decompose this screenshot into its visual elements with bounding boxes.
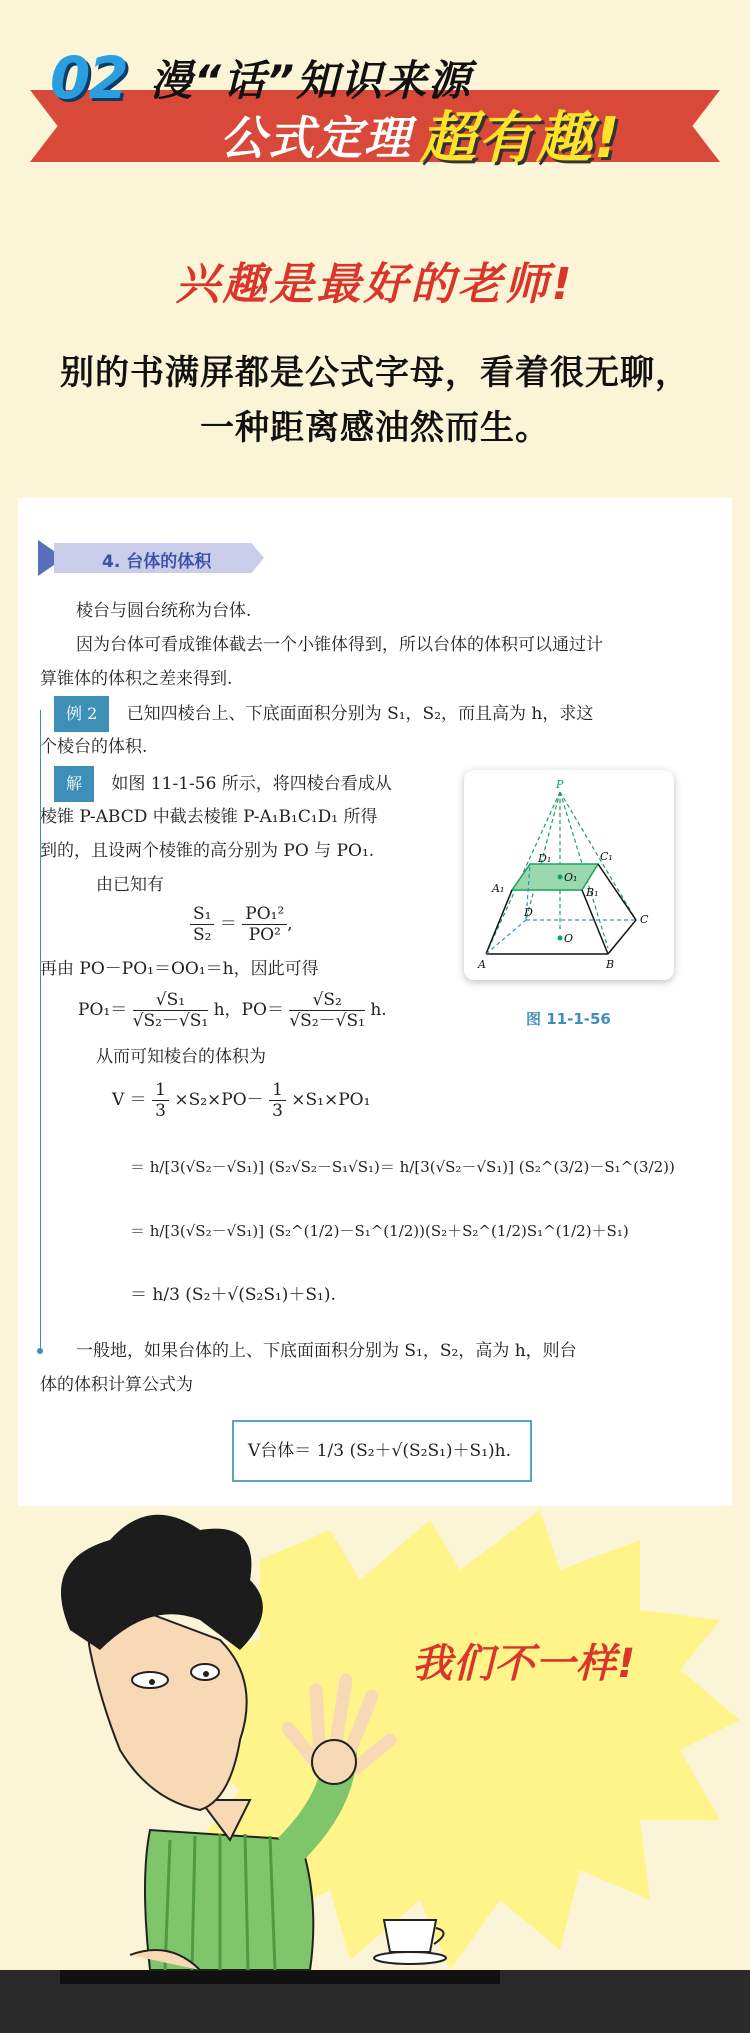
para-2b: 算锥体的体积之差来得到. bbox=[40, 669, 233, 689]
example-text-a: 已知四棱台上、下底面面积分别为 S₁，S₂，而且高为 h，求这 bbox=[126, 704, 594, 724]
figure-caption: 图 11-1-56 bbox=[526, 1010, 611, 1028]
frustum-figure bbox=[464, 770, 674, 980]
banner-title-line2-yellow: 超有趣! bbox=[420, 106, 622, 171]
svg-text:O₁: O₁ bbox=[564, 871, 578, 884]
volume-line-2: ＝ h/[3(√S₂－√S₁)] (S₂√S₂－S₁√S₁)＝ h/[3(√S₂－√S₁)] (S₂^(3/2)－S₁^(3/2)) bbox=[130, 1158, 675, 1176]
solution-text-3: 到的，且设两个棱锥的高分别为 PO 与 PO₁. bbox=[40, 841, 375, 861]
example-tag: 例 2 bbox=[54, 696, 109, 732]
banner-title-line2-white: 公式定理 bbox=[220, 111, 412, 165]
svg-text:P: P bbox=[556, 778, 564, 791]
para-2a: 因为台体可看成锥体截去一个小锥体得到，所以台体的体积可以通过计 bbox=[76, 635, 603, 655]
svg-text:B₁: B₁ bbox=[586, 886, 599, 899]
chapter-number: 02 bbox=[50, 44, 127, 112]
volume-line-3: ＝ h/[3(√S₂－√S₁)] (S₂^(1/2)－S₁^(1/2))(S₂＋S₂^(1/2)S₁^(1/2)＋S₁) bbox=[130, 1222, 629, 1240]
para-1: 棱台与圆台统称为台体. bbox=[76, 601, 252, 621]
headline: 兴趣是最好的老师! bbox=[175, 259, 575, 310]
example-text-b: 个棱台的体积. bbox=[40, 737, 148, 757]
speech-bubble-text: 我们不一样! bbox=[412, 1641, 637, 1687]
po-formula: PO₁＝ $\frac{\text{√S₁}}{\text{√S₂－√S₁}}$ h，PO＝ $\frac{\text{√S₂}}{\text{√S₂－√S₁}}$ h. bbox=[78, 990, 387, 1031]
solution-text-5: 再由 PO－PO₁＝OO₁＝h，因此可得 bbox=[40, 959, 319, 979]
svg-text:C₁: C₁ bbox=[600, 850, 613, 863]
svg-text:D₁: D₁ bbox=[538, 852, 552, 865]
section-label: 4. 台体的体积 bbox=[102, 552, 212, 572]
ratio-formula: $\frac{\text{S₁}}{\text{S₂}}$ ＝ $\frac{\text{PO₁²}}{\text{PO²}}$ , bbox=[190, 904, 293, 945]
svg-text:C: C bbox=[640, 913, 649, 926]
svg-text:B: B bbox=[606, 958, 615, 971]
solution-text-6: 从而可知棱台的体积为 bbox=[96, 1047, 266, 1067]
solution-tag: 解 bbox=[54, 766, 94, 802]
svg-text:A: A bbox=[478, 958, 486, 971]
title-banner bbox=[30, 30, 720, 170]
example-line bbox=[54, 696, 593, 732]
coffee-cup-icon bbox=[374, 1920, 446, 1964]
solution-text-4: 由已知有 bbox=[96, 875, 164, 895]
solution-line bbox=[54, 766, 392, 802]
section-tag bbox=[38, 540, 268, 576]
solution-text-2: 棱锥 P-ABCD 中截去棱锥 P-A₁B₁C₁D₁ 所得 bbox=[40, 807, 378, 827]
svg-text:D: D bbox=[524, 906, 533, 919]
volume-line-4: ＝ h/3 (S₂＋√(S₂S₁)＋S₁). bbox=[130, 1285, 336, 1305]
frustum-diagram bbox=[464, 770, 674, 980]
frustum-volume-formula-box bbox=[232, 1420, 532, 1482]
subtitle-line2: 一种距离感油然而生。 bbox=[200, 408, 550, 448]
svg-text:O: O bbox=[564, 932, 574, 945]
banner-title-line1: 漫“话”知识来源 bbox=[150, 56, 473, 105]
general-text-b: 体的体积计算公式为 bbox=[40, 1375, 193, 1395]
solution-text-1: 如图 11-1-56 所示，将四棱台看成从 bbox=[111, 774, 392, 794]
cartoon-illustration bbox=[0, 1500, 750, 2033]
subtitle-line1: 别的书满屏都是公式字母，看着很无聊， bbox=[60, 353, 690, 393]
frustum-volume-formula: V台体＝ 1/3 (S₂＋√(S₂S₁)＋S₁)h. bbox=[248, 1441, 512, 1461]
solution-end-dot bbox=[37, 1348, 43, 1354]
textbook-page bbox=[18, 498, 732, 1506]
general-text-a: 一般地，如果台体的上、下底面面积分别为 S₁，S₂，高为 h，则台 bbox=[76, 1341, 577, 1361]
svg-text:A₁: A₁ bbox=[492, 882, 505, 895]
volume-line-1: V ＝ $\frac{1}{3}$ ×S₂×PO－ $\frac{1}{3}$ ×S₁×PO₁ bbox=[112, 1080, 371, 1121]
